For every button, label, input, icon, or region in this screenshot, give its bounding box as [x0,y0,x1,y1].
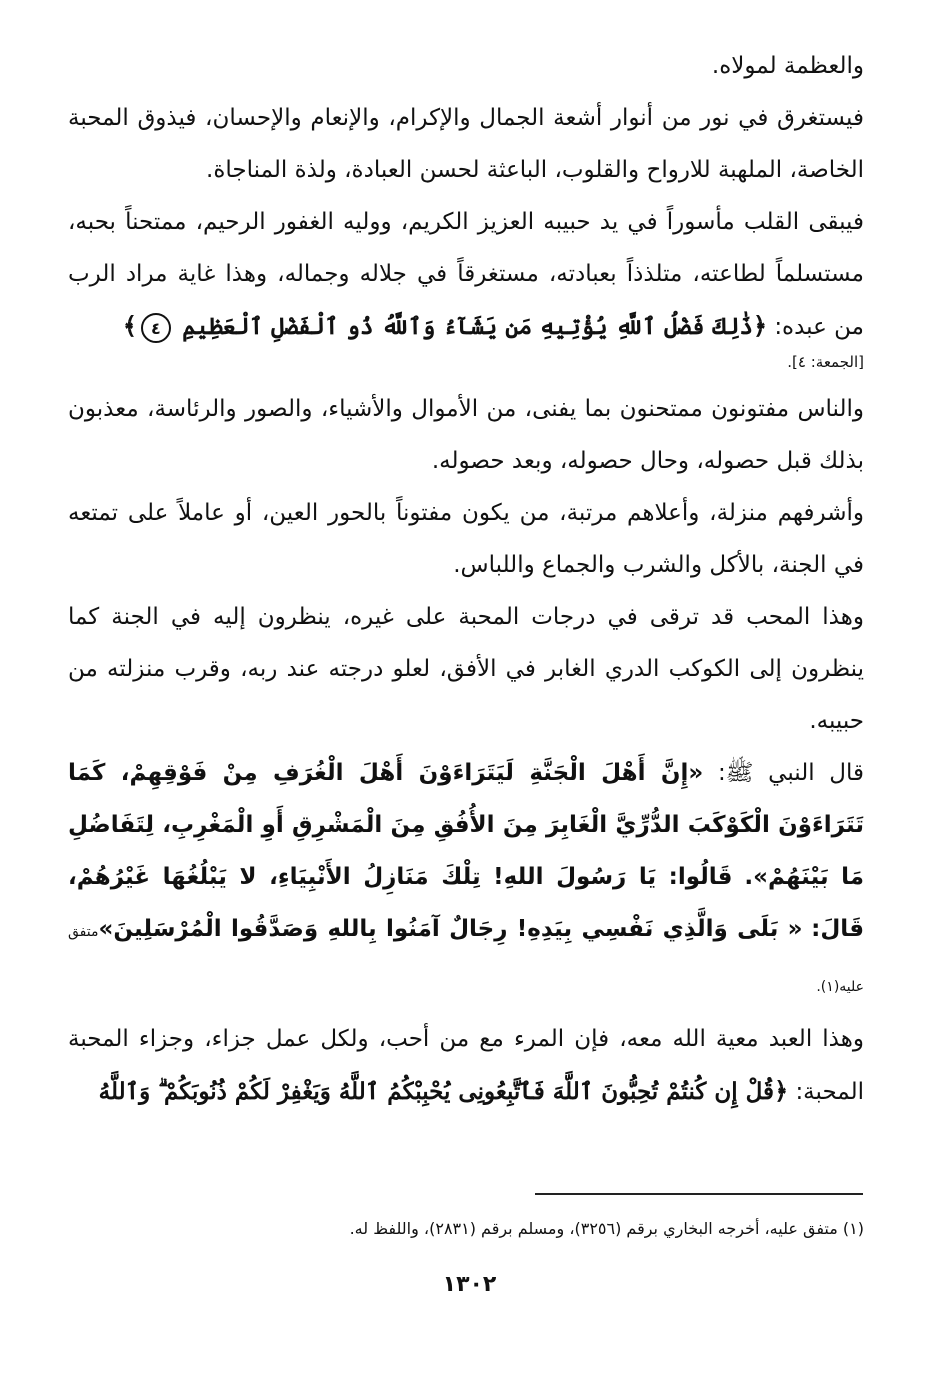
paragraph-8 [68,1013,864,1118]
surah-citation: [الجمعة: ٤]. [787,353,864,371]
paragraph-6: وهذا المحب قد ترقى في درجات المحبة على غيره، ينظرون إليه في الجنة كما ينظرون إلى الكوكب الدري الغابر في الأفق، لعلو درجته عند ربه، وقرب منزلته من حبيبه. [68,604,864,734]
quran-close-bracket: ﴾ [122,312,137,340]
hadith-intro: قال النبي ﷺ: [717,760,864,786]
quran-open-bracket: ﴿ [752,312,767,340]
quran-verse-2: قُلْ إِن كُنتُمْ تُحِبُّونَ ٱللَّهَ فَٱتَّبِعُونِى يُحْبِبْكُمُ ٱللَّهُ وَيَغْفِرْ لَكُمْ ذُنُوبَكُمْ ۗ وَٱللَّهُ [98,1078,775,1105]
hadith-text-1: «إِنَّ أَهْلَ الْجَنَّةِ لَيَتَرَاءَوْنَ أَهْلَ الْغُرَفِ مِنْ فَوْقِهِمْ، كَمَا تَتَرَاءَوْنَ الْكَوْكَبَ الدُّرِّيَّ الْغَابِرَ مِنَ الأُفُقِ مِنَ الْمَشْرِقِ أَوِ الْمَغْرِبِ، لِتَفَاضُلِ مَا بَيْنَهُمْ». [68,760,865,890]
footnote: (١) متفق عليه، أخرجه البخاري برقم (٣٢٥٦)، ومسلم برقم (٢٨٣١)، واللفظ له. [349,1219,864,1238]
paragraph-3 [68,196,864,353]
footnote-divider [535,1193,863,1195]
paragraph-7 [68,747,864,1013]
paragraph-2: فيستغرق في نور من أنوار أشعة الجمال والإكرام، والإنعام والإحسان، فيذوق المحبة الخاصة، الملهبة للارواح والقلوب، الباعثة لحسن العبادة، ولذة المناجاة. [68,105,864,183]
hadith-source: متفق عليه(١). [68,924,864,995]
ayah-number-marker: ٤ [141,313,171,343]
paragraph-1: والعظمة لمولاه. [711,53,864,79]
quran-verse-1: ذَٰلِكَ فَضْلُ ٱللَّهِ يُؤْتِيهِ مَن يَشَآءُ وَٱللَّهُ ذُو ٱلْفَضْلِ ٱلْعَظِيمِ [182,313,753,340]
paragraph-5: وأشرفهم منزلة، وأعلاهم مرتبة، من يكون مفتوناً بالحور العين، أو عاملاً على تمتعه في الجنة، بالأكل والشرب والجماع واللباس. [68,500,864,578]
quran-open-bracket-2: ﴿ [774,1077,789,1105]
paragraph-3-text: فيبقى القلب مأسوراً في يد حبيبه العزيز الكريم، ووليه الغفور الرحيم، ممتحناً بحبه، مستسلماً لطاعته، متلذذاً بعبادته، مستغرقاً في جلاله وجماله، وهذا غاية مراد الرب من عبده: [68,209,864,340]
hadith-text-2: « بَلَى وَالَّذِي نَفْسِي بِيَدِهِ! رِجَالٌ آمَنُوا بِاللهِ وَصَدَّقُوا الْمُرْسَلِينَ» [98,916,803,942]
paragraph-4: والناس مفتونون ممتحنون بما يفنى، من الأموال والأشياء، والصور والرئاسة، معذبون بذلك قبل حصوله، وحال حصوله، وبعد حصوله. [68,396,864,474]
main-text [68,40,864,1118]
paragraph-8-text: وهذا العبد معية الله معه، فإن المرء مع من أحب، ولكل عمل جزاء، وجزاء المحبة المحبة: [68,1026,864,1105]
hadith-question: قَالُوا: يَا رَسُولَ اللهِ! تِلْكَ مَنَازِلُ الأَنْبِيَاءِ، لا يَبْلُغُهَا غَيْرُهُمْ، قَالَ: [68,864,865,942]
page-number: ١٣٠٢ [442,1272,497,1297]
